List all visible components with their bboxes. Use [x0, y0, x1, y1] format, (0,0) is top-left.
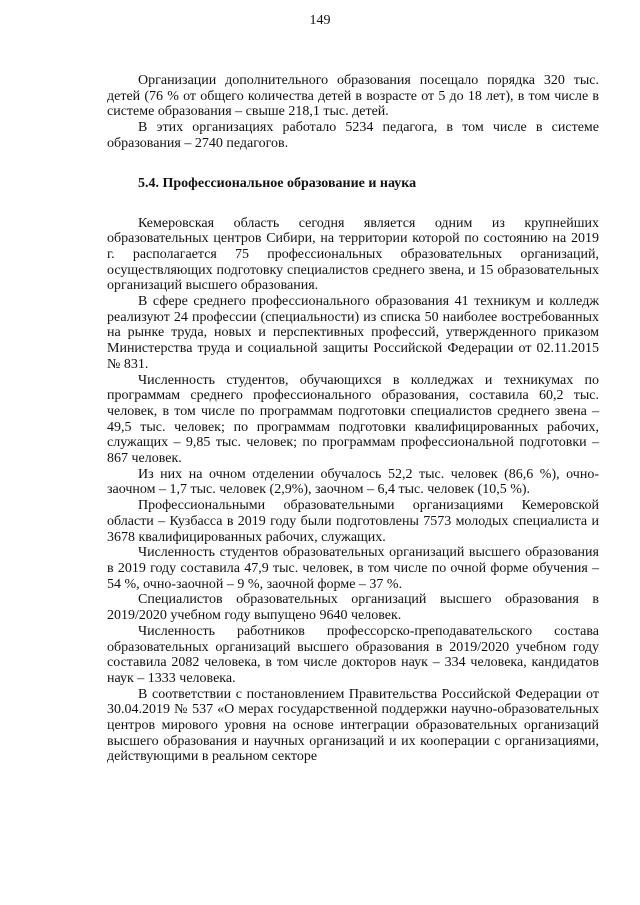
- paragraph-government-decree: В соответствии с постановлением Правительства Российской Федерации от 30.04.2019 № 537 «О мерах государственной поддержки научно-образовательных центров мирового уровня на основе интеграции образовательных организаций высшего образования и научных организаций и их кооперации с организациями, действующими в реальном секторе: [107, 686, 599, 765]
- paragraph-graduates-prepared: Профессиональными образовательными организациями Кемеровской области – Кузбасса в 2019 году были подготовлены 7573 молодых специалиста и 3678 квалифицированных рабочих, служащих.: [107, 498, 599, 545]
- paragraph-higher-education-students: Численность студентов образовательных организаций высшего образования в 2019 году составила 47,9 тыс. человек, в том числе по очной форме обучения – 54 %, очно-заочной – 9 %, заочной форме – 37 %.: [107, 545, 599, 592]
- paragraph-higher-education-graduates: Специалистов образовательных организаций высшего образования в 2019/2020 учебном году выпущено 9640 человек.: [107, 592, 599, 624]
- paragraph-educational-centers: Кемеровская область сегодня является одним из крупнейших образовательных центров Сибири, на территории которой по состоянию на 2019 г. располагается 75 профессиональных образовательных организаций, осуществляющих подготовку специалистов среднего звена, и 15 образовательных организаций высшего образования.: [107, 215, 599, 294]
- paragraph-additional-education-teachers: В этих организациях работало 5234 педагога, в том числе в системе образования – 2740 педагогов.: [107, 120, 599, 151]
- paragraph-secondary-vocational-professions: В сфере среднего профессионального образования 41 техникум и колледж реализуют 24 профессии (специальности) из списка 50 наиболее востребованных на рынке труда, новых и перспективных профессий, утвержденного приказом Министерства труда и социальной защиты Российской Федерации от 02.11.2015 № 831.: [107, 294, 599, 372]
- paragraph-college-students-count: Численность студентов, обучающихся в колледжах и техникумах по программам среднего профессионального образования, составила 60,2 тыс. человек, в том числе по программам подготовки специалистов среднего звена – 49,5 тыс. человек; по программам подготовки квалифицированных рабочих, служащих – 9,85 тыс. человек; по программам профессиональной подготовки – 867 человек.: [107, 372, 599, 467]
- paragraph-additional-education-attendance: Организации дополнительного образования посещало порядка 320 тыс. детей (76 % от общего количества детей в возрасте от 5 до 18 лет), в том числе в системе образования – свыше 218,1 тыс. детей.: [107, 73, 599, 120]
- paragraph-teaching-staff: Численность работников профессорско-преподавательского состава образовательных организаций высшего образования в 2019/2020 учебном году составила 2082 человека, в том числе докторов наук – 334 человека, кандидатов наук – 1333 человека.: [107, 623, 599, 686]
- paragraph-study-forms: Из них на очном отделении обучалось 52,2 тыс. человек (86,6 %), очно-заочном – 1,7 тыс. человек (2,9%), заочном – 6,4 тыс. человек (10,5 %).: [107, 466, 599, 498]
- section-heading: 5.4. Профессиональное образование и наука: [138, 175, 417, 191]
- page-number: 149: [309, 13, 331, 28]
- document-body: [107, 73, 599, 765]
